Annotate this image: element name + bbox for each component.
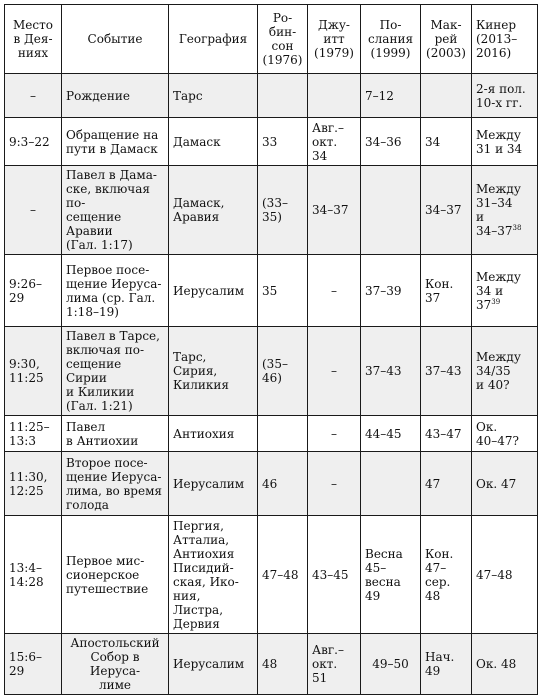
cell-jewett: – xyxy=(308,416,361,452)
cell-jewett: 34–37 xyxy=(308,166,361,255)
cell-jewett: – xyxy=(308,255,361,327)
cell-event: Рождение xyxy=(62,74,169,118)
cell-jewett: Авг.– окт. 51 xyxy=(308,634,361,695)
cell-robinson: 33 xyxy=(258,118,308,166)
cell-jewett xyxy=(308,74,361,118)
cell-jewett: – xyxy=(308,327,361,416)
cell-keener-text: Между 34 и 37 xyxy=(476,269,521,312)
cell-macrae: 34–37 xyxy=(421,166,472,255)
cell-letters: 44–45 xyxy=(361,416,421,452)
header-macrae: Мак- рей (2003) xyxy=(421,5,472,74)
chronology-table xyxy=(4,4,538,695)
header-letters: По- слания (1999) xyxy=(361,5,421,74)
cell-keener-text: Между 31–34 и 34–37 xyxy=(476,182,521,238)
cell-keener xyxy=(472,255,538,327)
cell-geography: Тарс xyxy=(169,74,258,118)
header-event: Событие xyxy=(62,5,169,74)
header-keener: Кинер (2013– 2016) xyxy=(472,5,538,74)
cell-event: Апостольский Собор в Иеруса- лиме xyxy=(62,634,169,695)
cell-event: Павел в Тарсе, включая по- сещение Сирии и Киликии (Гал. 1:21) xyxy=(62,327,169,416)
cell-keener: 47–48 xyxy=(472,516,538,634)
header-acts: Место в Дея- ниях xyxy=(5,5,62,74)
cell-keener: Ок. 40–47? xyxy=(472,416,538,452)
cell-jewett: Авг.– окт. 34 xyxy=(308,118,361,166)
cell-event: Обращение на пути в Дамаск xyxy=(62,118,169,166)
cell-geography: Пергия, Атталиа, Антиохия Писидий- ская, Ико- ния, Листра, Дервия xyxy=(169,516,258,634)
cell-letters: 49–50 xyxy=(361,634,421,695)
table-row xyxy=(5,255,538,327)
cell-geography: Дамаск xyxy=(169,118,258,166)
cell-event: Первое посе- щение Иеруса- лима (ср. Гал. 1:18–19) xyxy=(62,255,169,327)
footnote-marker: 38 xyxy=(512,224,522,232)
cell-robinson: 47–48 xyxy=(258,516,308,634)
header-jewett: Джу- итт (1979) xyxy=(308,5,361,74)
cell-macrae xyxy=(421,74,472,118)
cell-acts: 13:4– 14:28 xyxy=(5,516,62,634)
cell-jewett: 43–45 xyxy=(308,516,361,634)
table-row xyxy=(5,118,538,166)
cell-keener: Ок. 48 xyxy=(472,634,538,695)
table-row xyxy=(5,634,538,695)
cell-keener: Между 31 и 34 xyxy=(472,118,538,166)
cell-geography: Иерусалим xyxy=(169,452,258,516)
cell-geography: Иерусалим xyxy=(169,255,258,327)
cell-keener: Между 34/35 и 40? xyxy=(472,327,538,416)
cell-acts: 11:30, 12:25 xyxy=(5,452,62,516)
header-robinson: Ро- бин- сон (1976) xyxy=(258,5,308,74)
cell-letters: 34–36 xyxy=(361,118,421,166)
cell-keener: Ок. 47 xyxy=(472,452,538,516)
table-row xyxy=(5,74,538,118)
cell-letters xyxy=(361,166,421,255)
table-row xyxy=(5,452,538,516)
footnote-marker: 39 xyxy=(491,297,501,306)
cell-macrae: 43–47 xyxy=(421,416,472,452)
cell-acts: 9:3–22 xyxy=(5,118,62,166)
cell-acts: 11:25– 13:3 xyxy=(5,416,62,452)
cell-robinson: 46 xyxy=(258,452,308,516)
cell-letters: 7–12 xyxy=(361,74,421,118)
cell-event: Первое мис- сионерское путешествие xyxy=(62,516,169,634)
cell-acts: 9:26–29 xyxy=(5,255,62,327)
cell-letters: 37–43 xyxy=(361,327,421,416)
cell-jewett: – xyxy=(308,452,361,516)
cell-robinson xyxy=(258,74,308,118)
cell-acts: – xyxy=(5,166,62,255)
cell-keener: 2-я пол. 10-х гг. xyxy=(472,74,538,118)
cell-event: Павел в Дама- ске, включая по- сещение Аравии (Гал. 1:17) xyxy=(62,166,169,255)
cell-macrae: 47 xyxy=(421,452,472,516)
cell-macrae: 37–43 xyxy=(421,327,472,416)
cell-macrae: Кон. 37 xyxy=(421,255,472,327)
cell-acts: 9:30, 11:25 xyxy=(5,327,62,416)
cell-geography: Антиохия xyxy=(169,416,258,452)
cell-robinson: 48 xyxy=(258,634,308,695)
cell-geography: Иерусалим xyxy=(169,634,258,695)
cell-letters: 37–39 xyxy=(361,255,421,327)
cell-letters xyxy=(361,452,421,516)
cell-macrae: Нач. 49 xyxy=(421,634,472,695)
cell-macrae: Кон. 47– сер. 48 xyxy=(421,516,472,634)
cell-event: Павел в Антиохии xyxy=(62,416,169,452)
table-row xyxy=(5,327,538,416)
cell-geography: Дамаск, Аравия xyxy=(169,166,258,255)
cell-letters: Весна 45– весна 49 xyxy=(361,516,421,634)
cell-acts: 15:6–29 xyxy=(5,634,62,695)
cell-robinson: 35 xyxy=(258,255,308,327)
table-row xyxy=(5,166,538,255)
cell-geography: Тарс, Сирия, Киликия xyxy=(169,327,258,416)
cell-macrae: 34 xyxy=(421,118,472,166)
cell-robinson: (33– 35) xyxy=(258,166,308,255)
header-row xyxy=(5,5,538,74)
cell-robinson: (35– 46) xyxy=(258,327,308,416)
cell-event: Второе посе- щение Иеруса- лима, во время голода xyxy=(62,452,169,516)
table-row xyxy=(5,416,538,452)
table-row xyxy=(5,516,538,634)
header-geography: География xyxy=(169,5,258,74)
cell-robinson xyxy=(258,416,308,452)
cell-acts: – xyxy=(5,74,62,118)
cell-keener xyxy=(472,166,538,255)
page xyxy=(4,4,537,695)
